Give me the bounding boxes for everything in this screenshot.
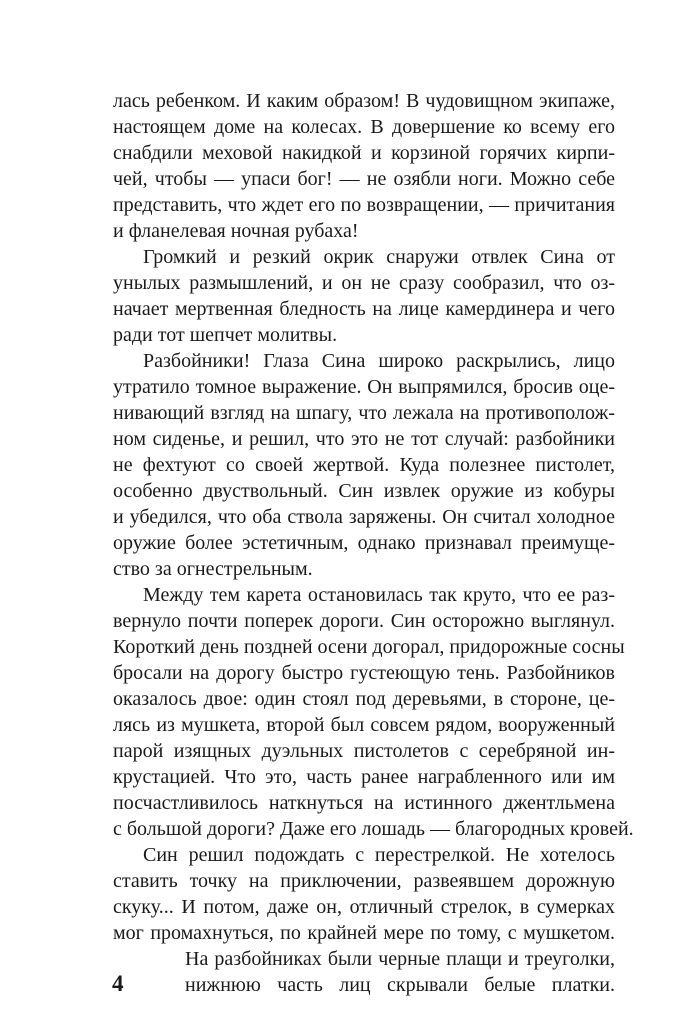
- text-line: не фехтуют со своей жертвой. Куда полезнее пистолет,: [113, 454, 615, 476]
- text-line: с большой дороги? Даже его лошадь — благородных кровей.: [113, 818, 634, 840]
- text-line: настоящем доме на колесах. В довершение ко всему его: [113, 116, 615, 138]
- text-line: Короткий день поздней осени догорал, придорожные сосны: [113, 636, 625, 658]
- text-line: посчастливилось наткнуться на истинного джентльмена: [113, 792, 615, 814]
- text-line: На разбойниках были черные плащи и треуголки,: [185, 948, 615, 970]
- text-line: Между тем карета остановилась так круто, что ее раз-: [143, 584, 615, 606]
- text-line: нивающий взгляд на шпагу, что лежала на противополож-: [113, 402, 615, 424]
- text-line: ство за огнестрельным.: [113, 558, 313, 580]
- text-line: и убедился, что оба ствола заряжены. Он считал холодное: [113, 506, 615, 528]
- text-line: лясь из мушкета, второй был совсем рядом, вооруженный: [113, 714, 615, 736]
- text-line: крустацией. Что это, часть ранее награбленного или им: [113, 766, 615, 788]
- text-line: чей, чтобы — упаси бог! — не озябли ноги. Можно себе: [113, 168, 615, 190]
- text-line: бросали на дорогу быстро густеющую тень. Разбойников: [113, 662, 615, 684]
- text-line: представить, что ждет его по возвращении, — причитания: [113, 194, 615, 216]
- text-line: и фланелевая ночная рубаха!: [113, 220, 359, 242]
- text-line: скуку... И потом, даже он, отличный стрелок, в сумерках: [113, 896, 615, 918]
- text-line: начает мертвенная бледность на лице камердинера и чего: [113, 298, 615, 320]
- text-line: утратило томное выражение. Он выпрямился, бросив оце-: [113, 376, 615, 398]
- text-line: Син решил подождать с перестрелкой. Не хотелось: [143, 844, 615, 866]
- text-line: Разбойники! Глаза Сина широко раскрылись, лицо: [143, 350, 615, 372]
- text-line: снабдили меховой накидкой и корзиной горячих кирпи-: [113, 142, 615, 164]
- text-line: лась ребенком. И каким образом! В чудовищном экипаже,: [113, 90, 615, 112]
- text-line: Громкий и резкий окрик снаружи отвлек Сина от: [143, 246, 615, 268]
- text-line: унылых размышлений, и он не сразу сообразил, что оз-: [113, 272, 615, 294]
- page-number: 4: [112, 971, 124, 996]
- text-line: ради тот шепчет молитвы.: [113, 324, 338, 346]
- text-line: оказалось двое: один стоял под деревьями, в стороне, це-: [113, 688, 615, 710]
- text-line: вернуло почти поперек дороги. Син осторожно выглянул.: [113, 610, 615, 632]
- text-line: парой изящных дуэльных пистолетов с серебряной ин-: [113, 740, 615, 762]
- text-line: мог промахнуться, по крайней мере по тому, с мушкетом.: [113, 922, 615, 944]
- text-line: оружие более эстетичным, однако признавал преимуще-: [113, 532, 615, 554]
- text-line: ном сиденье, и решил, что это не тот случай: разбойники: [113, 428, 615, 450]
- text-line: особенно двуствольный. Син извлек оружие из кобуры: [113, 480, 615, 502]
- text-line: нижнюю часть лиц скрывали белые платки.: [185, 974, 615, 996]
- text-line: ставить точку на приключении, развеявшем дорожную: [113, 870, 615, 892]
